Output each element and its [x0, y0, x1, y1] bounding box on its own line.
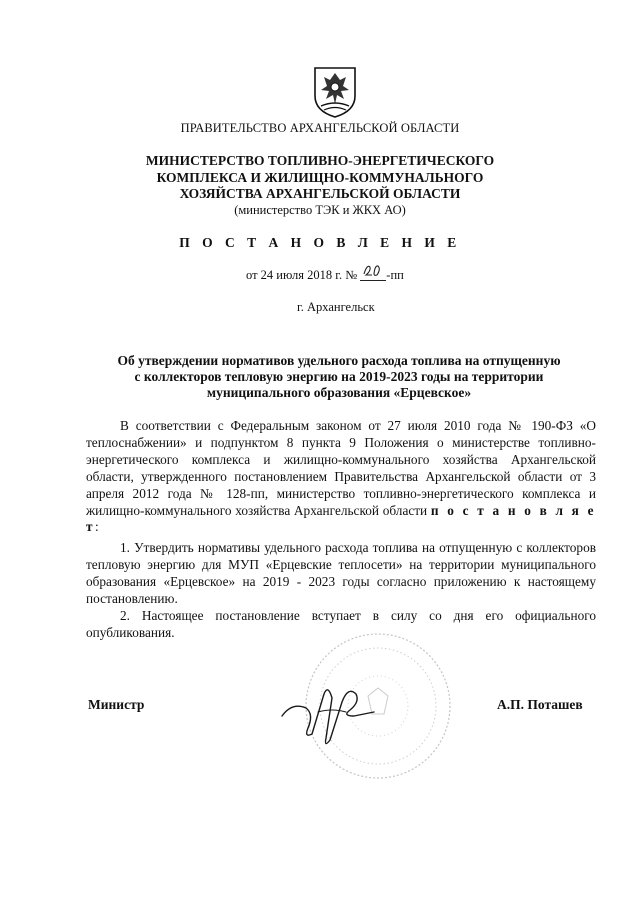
coat-of-arms-emblem — [312, 66, 358, 118]
ministry-name — [0, 153, 640, 203]
handwritten-signature — [262, 672, 392, 752]
item-2-paragraph: 2. Настоящее постановление вступает в силу со дня его официального опубликования. — [86, 608, 596, 640]
decree-number-handwritten — [360, 267, 386, 281]
decree-date-number — [246, 267, 404, 283]
item-1-paragraph: 1. Утвердить нормативы удельного расхода топлива на отпущенную с коллекторов тепловую энергию для МУП «Ерцевские теплосети» на территории муниципального образования «Ерцевское» на 2019 - 2023 годы согласно приложению к настоящему постановлению. — [86, 540, 596, 606]
resolves-word: п о с т а н о в л я е т — [86, 502, 596, 535]
ministry-short-name: (министерство ТЭК и ЖКХ АО) — [234, 203, 406, 217]
subject-line-3: муниципального образования «Ерцевское» — [206, 385, 472, 400]
government-name: ПРАВИТЕЛЬСТВО АРХАНГЕЛЬСКОЙ ОБЛАСТИ — [180, 121, 460, 135]
document-type-title: П О С Т А Н О В Л Е Н И Е — [179, 235, 461, 250]
decree-subject — [84, 353, 594, 401]
ministry-line-3: ХОЗЯЙСТВА АРХАНГЕЛЬСКОЙ ОБЛАСТИ — [179, 186, 461, 201]
ministry-line-1: МИНИСТЕРСТВО ТОПЛИВНО-ЭНЕРГЕТИЧЕСКОГО — [145, 153, 495, 168]
signer-position: Министр — [88, 697, 145, 712]
signer-name: А.П. Поташев — [497, 697, 583, 712]
handwritten-number-mark — [363, 263, 383, 277]
preamble-paragraph — [86, 418, 596, 536]
subject-line-1: Об утверждении нормативов удельного расхода топлива на отпущенную — [117, 353, 561, 368]
decree-number-suffix: -пп — [386, 268, 404, 282]
preamble-colon: : — [95, 519, 99, 535]
preamble-text: В соответствии с Федеральным законом от 27 июля 2010 года № 190-ФЗ «О теплоснабжении» и подпунктом 8 пункта 9 Положения о министерстве топливно-энергетического комплекса и жилищно-коммунального хозяйства Архангельской области, утвержденного постановлением Правительства Архангельской области от 3 апреля 2012 года № 128-пп, министерство топливно-энергетического комплекса и жилищно-коммунального хозяйства Архангельской области — [86, 418, 596, 518]
decree-date: от 24 июля 2018 г. № — [246, 268, 358, 282]
subject-line-2: с коллекторов тепловую энергию на 2019-2023 годы на территории — [134, 369, 544, 384]
ministry-line-2: КОМПЛЕКСА И ЖИЛИЩНО-КОММУНАЛЬНОГО — [156, 169, 484, 185]
decree-city: г. Архангельск — [297, 300, 375, 314]
